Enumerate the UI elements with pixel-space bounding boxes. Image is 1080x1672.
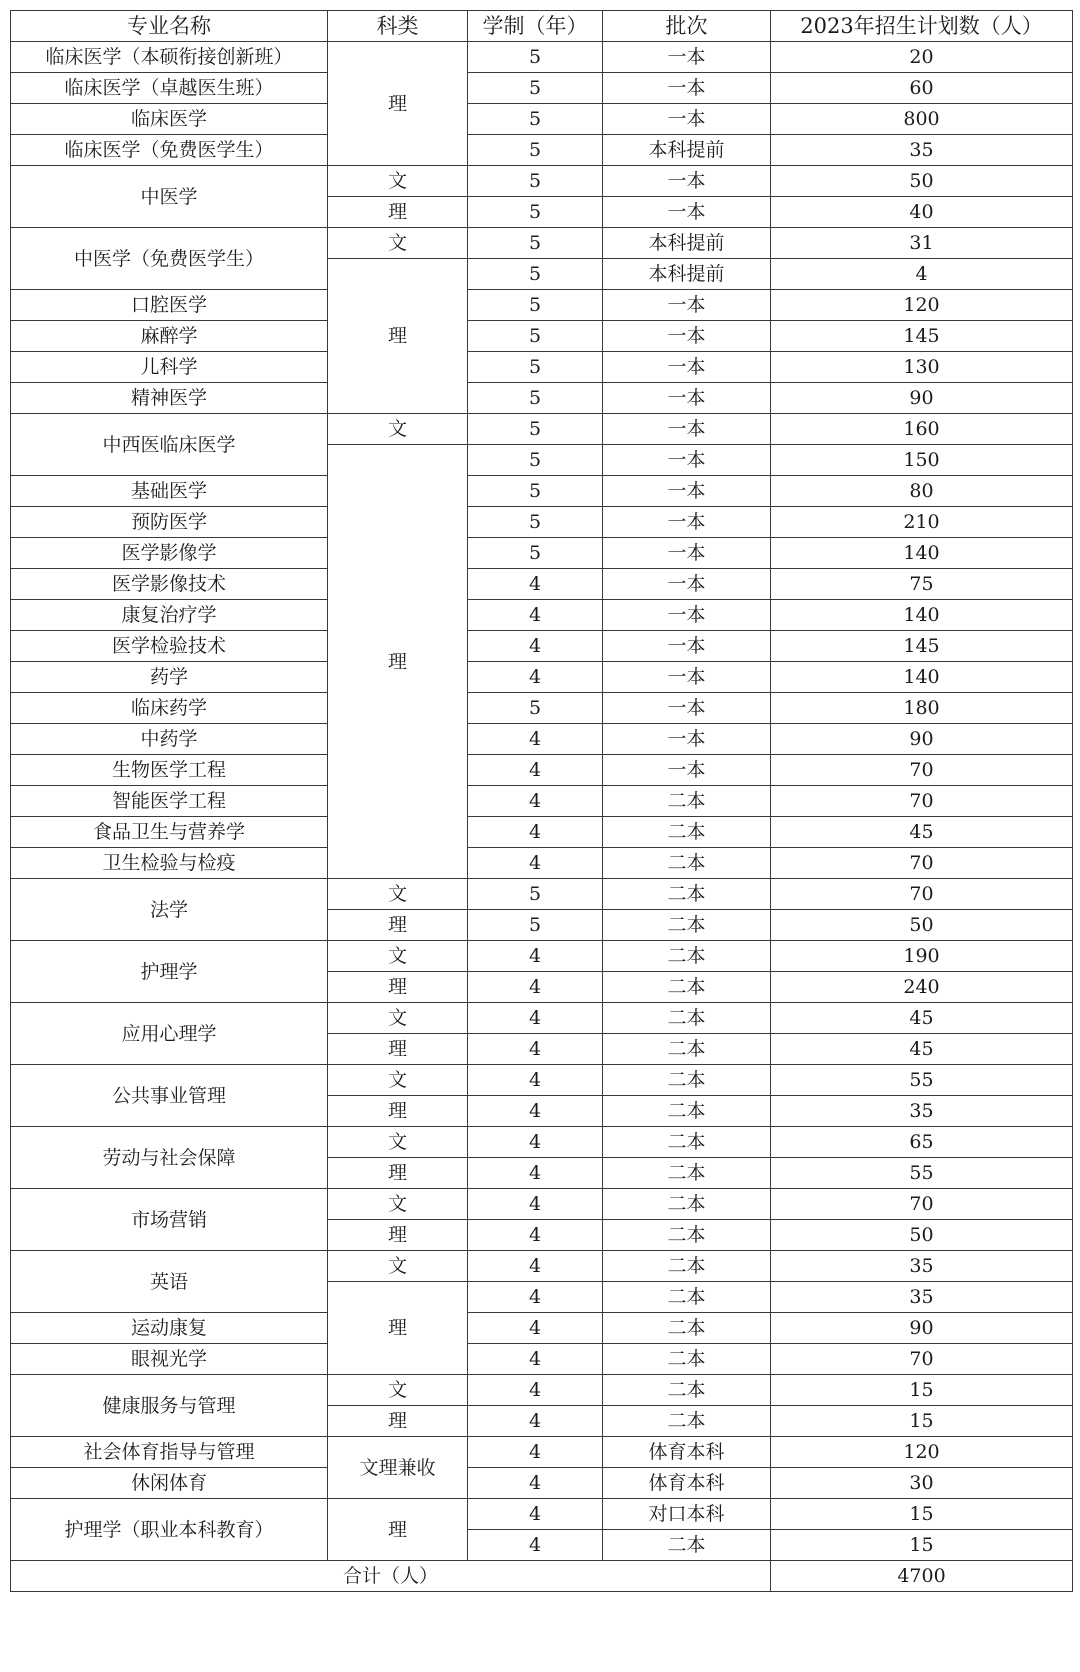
subject-category-cell: 理 <box>328 1158 468 1189</box>
major-name-cell: 中西医临床医学 <box>11 414 328 476</box>
table-row <box>11 817 1073 848</box>
batch-cell: 二本 <box>603 1189 771 1220</box>
batch-cell: 二本 <box>603 1406 771 1437</box>
duration-cell: 4 <box>468 786 603 817</box>
table-row <box>11 1003 1073 1034</box>
subject-category-cell: 理 <box>328 1220 468 1251</box>
duration-cell: 4 <box>468 941 603 972</box>
subject-category-cell: 文 <box>328 1251 468 1282</box>
major-name-cell: 生物医学工程 <box>11 755 328 786</box>
batch-cell: 二本 <box>603 1344 771 1375</box>
batch-cell: 二本 <box>603 1282 771 1313</box>
batch-cell: 一本 <box>603 414 771 445</box>
table-row <box>11 569 1073 600</box>
major-name-cell: 临床医学（卓越医生班） <box>11 73 328 104</box>
duration-cell: 5 <box>468 693 603 724</box>
subject-category-cell: 文 <box>328 1127 468 1158</box>
duration-cell: 4 <box>468 817 603 848</box>
batch-cell: 一本 <box>603 600 771 631</box>
table-row <box>11 1189 1073 1220</box>
major-name-cell: 运动康复 <box>11 1313 328 1344</box>
batch-cell: 一本 <box>603 197 771 228</box>
quota-cell: 55 <box>771 1065 1073 1096</box>
quota-cell: 145 <box>771 321 1073 352</box>
duration-cell: 4 <box>468 1468 603 1499</box>
major-name-cell: 预防医学 <box>11 507 328 538</box>
quota-cell: 180 <box>771 693 1073 724</box>
major-name-cell: 法学 <box>11 879 328 941</box>
table-row <box>11 476 1073 507</box>
subject-category-cell: 文 <box>328 228 468 259</box>
quota-cell: 70 <box>771 848 1073 879</box>
duration-cell: 4 <box>468 724 603 755</box>
quota-cell: 35 <box>771 1096 1073 1127</box>
duration-cell: 4 <box>468 1406 603 1437</box>
duration-cell: 5 <box>468 166 603 197</box>
batch-cell: 二本 <box>603 910 771 941</box>
duration-cell: 5 <box>468 538 603 569</box>
header-enrollment-quota: 2023年招生计划数（人） <box>771 11 1073 42</box>
quota-cell: 140 <box>771 662 1073 693</box>
enrollment-plan-table <box>10 10 1073 1592</box>
header-admission-batch: 批次 <box>603 11 771 42</box>
batch-cell: 二本 <box>603 1034 771 1065</box>
duration-cell: 4 <box>468 1220 603 1251</box>
major-name-cell: 英语 <box>11 1251 328 1313</box>
quota-cell: 150 <box>771 445 1073 476</box>
table-row <box>11 941 1073 972</box>
batch-cell: 一本 <box>603 73 771 104</box>
batch-cell: 体育本科 <box>603 1437 771 1468</box>
duration-cell: 5 <box>468 476 603 507</box>
duration-cell: 4 <box>468 1158 603 1189</box>
batch-cell: 一本 <box>603 662 771 693</box>
major-name-cell: 护理学 <box>11 941 328 1003</box>
quota-cell: 4 <box>771 259 1073 290</box>
duration-cell: 4 <box>468 1096 603 1127</box>
batch-cell: 一本 <box>603 383 771 414</box>
table-header-row <box>11 11 1073 42</box>
table-row <box>11 662 1073 693</box>
duration-cell: 5 <box>468 383 603 414</box>
table-row <box>11 1468 1073 1499</box>
quota-cell: 55 <box>771 1158 1073 1189</box>
major-name-cell: 劳动与社会保障 <box>11 1127 328 1189</box>
major-name-cell: 药学 <box>11 662 328 693</box>
major-name-cell: 卫生检验与检疫 <box>11 848 328 879</box>
batch-cell: 一本 <box>603 321 771 352</box>
table-row <box>11 1437 1073 1468</box>
subject-category-cell: 理 <box>328 910 468 941</box>
header-duration-years: 学制（年） <box>468 11 603 42</box>
table-row <box>11 414 1073 445</box>
table-row <box>11 786 1073 817</box>
major-name-cell: 公共事业管理 <box>11 1065 328 1127</box>
quota-cell: 45 <box>771 1003 1073 1034</box>
quota-cell: 15 <box>771 1406 1073 1437</box>
total-row <box>11 1561 1073 1592</box>
quota-cell: 120 <box>771 1437 1073 1468</box>
batch-cell: 二本 <box>603 1313 771 1344</box>
major-name-cell: 临床药学 <box>11 693 328 724</box>
table-row <box>11 1375 1073 1406</box>
batch-cell: 体育本科 <box>603 1468 771 1499</box>
batch-cell: 对口本科 <box>603 1499 771 1530</box>
subject-category-cell: 文 <box>328 1065 468 1096</box>
quota-cell: 50 <box>771 1220 1073 1251</box>
subject-category-cell: 文 <box>328 166 468 197</box>
duration-cell: 4 <box>468 631 603 662</box>
quota-cell: 90 <box>771 724 1073 755</box>
quota-cell: 240 <box>771 972 1073 1003</box>
table-row <box>11 290 1073 321</box>
batch-cell: 二本 <box>603 1096 771 1127</box>
major-name-cell: 口腔医学 <box>11 290 328 321</box>
duration-cell: 4 <box>468 1034 603 1065</box>
quota-cell: 30 <box>771 1468 1073 1499</box>
duration-cell: 4 <box>468 1344 603 1375</box>
duration-cell: 5 <box>468 507 603 538</box>
major-name-cell: 食品卫生与营养学 <box>11 817 328 848</box>
batch-cell: 二本 <box>603 1220 771 1251</box>
quota-cell: 35 <box>771 1282 1073 1313</box>
table-row <box>11 228 1073 259</box>
major-name-cell: 应用心理学 <box>11 1003 328 1065</box>
duration-cell: 4 <box>468 1375 603 1406</box>
duration-cell: 4 <box>468 1065 603 1096</box>
table-row <box>11 1344 1073 1375</box>
batch-cell: 二本 <box>603 817 771 848</box>
major-name-cell: 休闲体育 <box>11 1468 328 1499</box>
duration-cell: 4 <box>468 1437 603 1468</box>
subject-category-cell: 理 <box>328 972 468 1003</box>
major-name-cell: 基础医学 <box>11 476 328 507</box>
table-row <box>11 507 1073 538</box>
table-row <box>11 1127 1073 1158</box>
subject-category-cell: 文 <box>328 941 468 972</box>
duration-cell: 4 <box>468 755 603 786</box>
batch-cell: 一本 <box>603 724 771 755</box>
duration-cell: 5 <box>468 321 603 352</box>
batch-cell: 一本 <box>603 755 771 786</box>
duration-cell: 4 <box>468 600 603 631</box>
duration-cell: 4 <box>468 1003 603 1034</box>
quota-cell: 210 <box>771 507 1073 538</box>
quota-cell: 70 <box>771 786 1073 817</box>
duration-cell: 5 <box>468 259 603 290</box>
table-row <box>11 42 1073 73</box>
major-name-cell: 健康服务与管理 <box>11 1375 328 1437</box>
subject-category-cell: 理 <box>328 1034 468 1065</box>
major-name-cell: 中医学（免费医学生） <box>11 228 328 290</box>
subject-category-cell: 理 <box>328 42 468 166</box>
major-name-cell: 麻醉学 <box>11 321 328 352</box>
quota-cell: 90 <box>771 1313 1073 1344</box>
batch-cell: 二本 <box>603 1065 771 1096</box>
subject-category-cell: 理 <box>328 1282 468 1375</box>
duration-cell: 5 <box>468 910 603 941</box>
quota-cell: 70 <box>771 1189 1073 1220</box>
batch-cell: 一本 <box>603 507 771 538</box>
duration-cell: 5 <box>468 228 603 259</box>
header-subject-category: 科类 <box>328 11 468 42</box>
batch-cell: 本科提前 <box>603 228 771 259</box>
quota-cell: 15 <box>771 1375 1073 1406</box>
subject-category-cell: 理 <box>328 1499 468 1561</box>
total-label: 合计（人） <box>11 1561 771 1592</box>
major-name-cell: 市场营销 <box>11 1189 328 1251</box>
duration-cell: 5 <box>468 445 603 476</box>
duration-cell: 4 <box>468 662 603 693</box>
batch-cell: 一本 <box>603 476 771 507</box>
batch-cell: 二本 <box>603 848 771 879</box>
table-row <box>11 383 1073 414</box>
quota-cell: 45 <box>771 817 1073 848</box>
batch-cell: 二本 <box>603 1375 771 1406</box>
quota-cell: 190 <box>771 941 1073 972</box>
quota-cell: 60 <box>771 73 1073 104</box>
duration-cell: 5 <box>468 290 603 321</box>
table-row <box>11 1313 1073 1344</box>
major-name-cell: 社会体育指导与管理 <box>11 1437 328 1468</box>
batch-cell: 本科提前 <box>603 259 771 290</box>
batch-cell: 二本 <box>603 972 771 1003</box>
batch-cell: 一本 <box>603 166 771 197</box>
batch-cell: 二本 <box>603 941 771 972</box>
batch-cell: 一本 <box>603 104 771 135</box>
major-name-cell: 临床医学 <box>11 104 328 135</box>
duration-cell: 5 <box>468 73 603 104</box>
batch-cell: 本科提前 <box>603 135 771 166</box>
quota-cell: 15 <box>771 1499 1073 1530</box>
quota-cell: 31 <box>771 228 1073 259</box>
duration-cell: 4 <box>468 1530 603 1561</box>
duration-cell: 5 <box>468 414 603 445</box>
quota-cell: 50 <box>771 910 1073 941</box>
table-row <box>11 104 1073 135</box>
major-name-cell: 医学影像技术 <box>11 569 328 600</box>
duration-cell: 4 <box>468 1313 603 1344</box>
table-row <box>11 166 1073 197</box>
major-name-cell: 护理学（职业本科教育） <box>11 1499 328 1561</box>
quota-cell: 145 <box>771 631 1073 662</box>
quota-cell: 65 <box>771 1127 1073 1158</box>
major-name-cell: 精神医学 <box>11 383 328 414</box>
quota-cell: 50 <box>771 166 1073 197</box>
major-name-cell: 临床医学（免费医学生） <box>11 135 328 166</box>
table-row <box>11 631 1073 662</box>
table-row <box>11 1499 1073 1530</box>
duration-cell: 5 <box>468 42 603 73</box>
duration-cell: 4 <box>468 1127 603 1158</box>
duration-cell: 5 <box>468 352 603 383</box>
batch-cell: 一本 <box>603 693 771 724</box>
major-name-cell: 智能医学工程 <box>11 786 328 817</box>
batch-cell: 一本 <box>603 569 771 600</box>
duration-cell: 4 <box>468 848 603 879</box>
batch-cell: 二本 <box>603 879 771 910</box>
subject-category-cell: 理 <box>328 1096 468 1127</box>
duration-cell: 4 <box>468 1189 603 1220</box>
quota-cell: 45 <box>771 1034 1073 1065</box>
major-name-cell: 医学影像学 <box>11 538 328 569</box>
quota-cell: 70 <box>771 1344 1073 1375</box>
major-name-cell: 康复治疗学 <box>11 600 328 631</box>
quota-cell: 140 <box>771 538 1073 569</box>
batch-cell: 一本 <box>603 631 771 662</box>
quota-cell: 40 <box>771 197 1073 228</box>
subject-category-cell: 理 <box>328 259 468 414</box>
batch-cell: 二本 <box>603 1127 771 1158</box>
duration-cell: 5 <box>468 197 603 228</box>
enrollment-plan-table-container <box>10 10 1073 1592</box>
duration-cell: 4 <box>468 569 603 600</box>
batch-cell: 一本 <box>603 538 771 569</box>
subject-category-cell: 文 <box>328 1375 468 1406</box>
quota-cell: 70 <box>771 879 1073 910</box>
duration-cell: 4 <box>468 1499 603 1530</box>
quota-cell: 15 <box>771 1530 1073 1561</box>
table-body <box>11 42 1073 1561</box>
table-row <box>11 73 1073 104</box>
duration-cell: 5 <box>468 135 603 166</box>
duration-cell: 5 <box>468 104 603 135</box>
batch-cell: 二本 <box>603 1158 771 1189</box>
quota-cell: 120 <box>771 290 1073 321</box>
batch-cell: 一本 <box>603 445 771 476</box>
subject-category-cell: 文理兼收 <box>328 1437 468 1499</box>
duration-cell: 5 <box>468 879 603 910</box>
table-row <box>11 848 1073 879</box>
subject-category-cell: 理 <box>328 197 468 228</box>
batch-cell: 一本 <box>603 290 771 321</box>
table-row <box>11 321 1073 352</box>
table-row <box>11 724 1073 755</box>
quota-cell: 140 <box>771 600 1073 631</box>
major-name-cell: 中药学 <box>11 724 328 755</box>
quota-cell: 160 <box>771 414 1073 445</box>
batch-cell: 二本 <box>603 1251 771 1282</box>
total-value: 4700 <box>771 1561 1073 1592</box>
quota-cell: 20 <box>771 42 1073 73</box>
batch-cell: 一本 <box>603 42 771 73</box>
subject-category-cell: 文 <box>328 879 468 910</box>
quota-cell: 130 <box>771 352 1073 383</box>
table-row <box>11 1251 1073 1282</box>
table-row <box>11 1065 1073 1096</box>
duration-cell: 4 <box>468 1251 603 1282</box>
batch-cell: 二本 <box>603 1530 771 1561</box>
table-row <box>11 352 1073 383</box>
table-row <box>11 755 1073 786</box>
major-name-cell: 眼视光学 <box>11 1344 328 1375</box>
quota-cell: 90 <box>771 383 1073 414</box>
subject-category-cell: 理 <box>328 445 468 879</box>
quota-cell: 800 <box>771 104 1073 135</box>
quota-cell: 75 <box>771 569 1073 600</box>
header-major-name: 专业名称 <box>11 11 328 42</box>
table-row <box>11 693 1073 724</box>
duration-cell: 4 <box>468 1282 603 1313</box>
major-name-cell: 中医学 <box>11 166 328 228</box>
table-row <box>11 879 1073 910</box>
batch-cell: 一本 <box>603 352 771 383</box>
major-name-cell: 儿科学 <box>11 352 328 383</box>
subject-category-cell: 文 <box>328 414 468 445</box>
batch-cell: 二本 <box>603 786 771 817</box>
major-name-cell: 临床医学（本硕衔接创新班） <box>11 42 328 73</box>
batch-cell: 二本 <box>603 1003 771 1034</box>
table-row <box>11 135 1073 166</box>
table-row <box>11 600 1073 631</box>
quota-cell: 35 <box>771 135 1073 166</box>
quota-cell: 35 <box>771 1251 1073 1282</box>
quota-cell: 70 <box>771 755 1073 786</box>
table-row <box>11 538 1073 569</box>
duration-cell: 4 <box>468 972 603 1003</box>
subject-category-cell: 文 <box>328 1003 468 1034</box>
subject-category-cell: 理 <box>328 1406 468 1437</box>
major-name-cell: 医学检验技术 <box>11 631 328 662</box>
quota-cell: 80 <box>771 476 1073 507</box>
subject-category-cell: 文 <box>328 1189 468 1220</box>
